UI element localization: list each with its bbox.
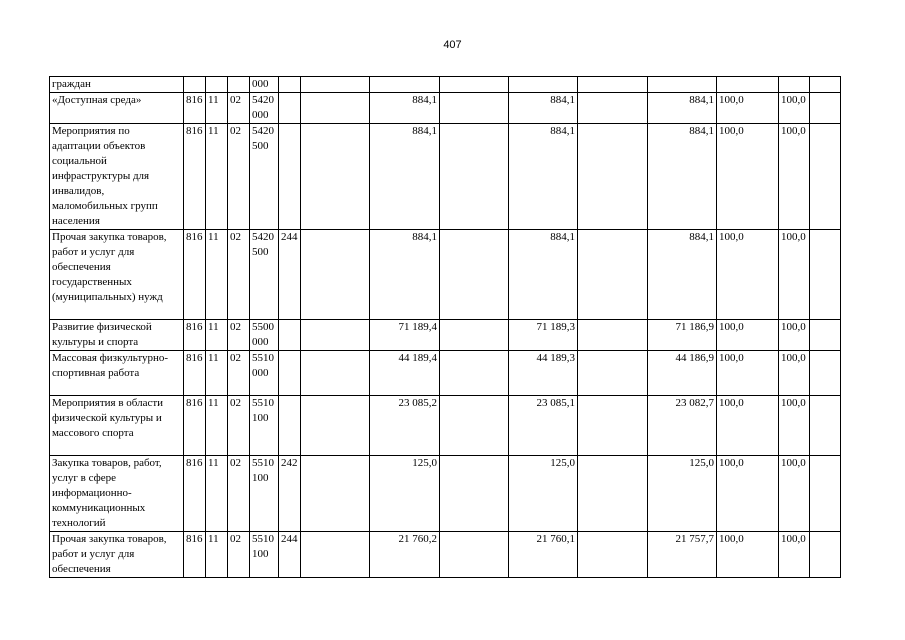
row-name-cell: Мероприятия в области физической культуры и массового спорта (50, 396, 184, 456)
target-article-code-cell: 000 (250, 77, 279, 93)
execution-percent-cell: 100,0 (717, 532, 779, 578)
empty-cell (578, 532, 648, 578)
section-code-cell: 11 (206, 532, 228, 578)
subsection-code-cell: 02 (228, 456, 250, 532)
empty-cell (301, 456, 370, 532)
expense-type-code-cell (279, 396, 301, 456)
executed-amount-cell: 23 082,7 (648, 396, 717, 456)
row-name-cell: Массовая физкультурно-спортивная работа (50, 351, 184, 396)
executed-amount-cell: 71 186,9 (648, 320, 717, 351)
planned-amount-cell: 884,1 (370, 124, 440, 230)
planned-amount-cell: 44 189,4 (370, 351, 440, 396)
subsection-code-cell: 02 (228, 230, 250, 320)
empty-cell (301, 93, 370, 124)
ministry-code-cell: 816 (184, 124, 206, 230)
execution-percent-cell: 100,0 (717, 396, 779, 456)
executed-amount-cell: 884,1 (648, 93, 717, 124)
table-body (50, 77, 841, 578)
subsection-code-cell: 02 (228, 351, 250, 396)
section-code-cell: 11 (206, 396, 228, 456)
table-row (50, 124, 841, 230)
subsection-code-cell: 02 (228, 124, 250, 230)
row-name-cell: Развитие физической культуры и спорта (50, 320, 184, 351)
row-name-cell: Закупка товаров, работ, услуг в сфере информационно-коммуникационных технологий (50, 456, 184, 532)
table-row (50, 456, 841, 532)
expense-type-code-cell (279, 93, 301, 124)
empty-cell (578, 124, 648, 230)
empty-cell (810, 396, 841, 456)
execution-percent-cell: 100,0 (717, 93, 779, 124)
ministry-code-cell: 816 (184, 230, 206, 320)
target-article-code-cell: 5420 000 (250, 93, 279, 124)
empty-cell (440, 77, 509, 93)
approved-amount-cell: 44 189,3 (509, 351, 578, 396)
planned-amount-cell: 71 189,4 (370, 320, 440, 351)
empty-cell (440, 456, 509, 532)
empty-cell (810, 230, 841, 320)
expense-type-code-cell (279, 320, 301, 351)
empty-cell (440, 532, 509, 578)
empty-cell (810, 77, 841, 93)
table-row (50, 77, 841, 93)
approved-amount-cell: 884,1 (509, 124, 578, 230)
table-row (50, 320, 841, 351)
execution-percent-alt-cell: 100,0 (779, 124, 810, 230)
ministry-code-cell: 816 (184, 456, 206, 532)
executed-amount-cell: 44 186,9 (648, 351, 717, 396)
subsection-code-cell: 02 (228, 396, 250, 456)
target-article-code-cell: 5420 500 (250, 230, 279, 320)
table-row (50, 351, 841, 396)
expense-type-code-cell (279, 124, 301, 230)
planned-amount-cell: 21 760,2 (370, 532, 440, 578)
empty-cell (810, 124, 841, 230)
execution-percent-cell: 100,0 (717, 230, 779, 320)
ministry-code-cell (184, 77, 206, 93)
expense-type-code-cell: 244 (279, 230, 301, 320)
empty-cell (578, 396, 648, 456)
execution-percent-cell: 100,0 (717, 320, 779, 351)
executed-amount-cell: 884,1 (648, 124, 717, 230)
empty-cell (810, 320, 841, 351)
empty-cell (301, 77, 370, 93)
ministry-code-cell: 816 (184, 532, 206, 578)
section-code-cell: 11 (206, 351, 228, 396)
section-code-cell: 11 (206, 230, 228, 320)
execution-percent-alt-cell: 100,0 (779, 351, 810, 396)
executed-amount-cell: 125,0 (648, 456, 717, 532)
empty-cell (440, 396, 509, 456)
budget-table (49, 76, 841, 578)
target-article-code-cell: 5420 500 (250, 124, 279, 230)
expense-type-code-cell (279, 351, 301, 396)
planned-amount-cell: 23 085,2 (370, 396, 440, 456)
execution-percent-alt-cell: 100,0 (779, 320, 810, 351)
execution-percent-cell: 100,0 (717, 351, 779, 396)
empty-cell (578, 456, 648, 532)
empty-cell (578, 93, 648, 124)
approved-amount-cell: 125,0 (509, 456, 578, 532)
ministry-code-cell: 816 (184, 351, 206, 396)
row-name-cell: Прочая закупка товаров, работ и услуг для обеспечения государственных (муниципальных) нужд (50, 230, 184, 320)
empty-cell (440, 93, 509, 124)
execution-percent-cell: 100,0 (717, 124, 779, 230)
approved-amount-cell (509, 77, 578, 93)
executed-amount-cell (648, 77, 717, 93)
execution-percent-alt-cell: 100,0 (779, 532, 810, 578)
planned-amount-cell (370, 77, 440, 93)
ministry-code-cell: 816 (184, 93, 206, 124)
empty-cell (578, 351, 648, 396)
empty-cell (301, 320, 370, 351)
empty-cell (810, 351, 841, 396)
empty-cell (578, 320, 648, 351)
planned-amount-cell: 884,1 (370, 93, 440, 124)
empty-cell (301, 230, 370, 320)
approved-amount-cell: 71 189,3 (509, 320, 578, 351)
subsection-code-cell: 02 (228, 93, 250, 124)
empty-cell (810, 532, 841, 578)
ministry-code-cell: 816 (184, 396, 206, 456)
execution-percent-alt-cell: 100,0 (779, 456, 810, 532)
target-article-code-cell: 5510 100 (250, 532, 279, 578)
expense-type-code-cell: 242 (279, 456, 301, 532)
empty-cell (301, 351, 370, 396)
section-code-cell: 11 (206, 456, 228, 532)
row-name-cell: граждан (50, 77, 184, 93)
execution-percent-alt-cell: 100,0 (779, 230, 810, 320)
subsection-code-cell: 02 (228, 320, 250, 351)
execution-percent-cell: 100,0 (717, 456, 779, 532)
executed-amount-cell: 884,1 (648, 230, 717, 320)
approved-amount-cell: 21 760,1 (509, 532, 578, 578)
empty-cell (810, 456, 841, 532)
section-code-cell: 11 (206, 124, 228, 230)
row-name-cell: Мероприятия по адаптации объектов социальной инфраструктуры для инвалидов, маломобильных групп населения (50, 124, 184, 230)
row-name-cell: Прочая закупка товаров, работ и услуг для обеспечения (50, 532, 184, 578)
target-article-code-cell: 5500 000 (250, 320, 279, 351)
empty-cell (301, 396, 370, 456)
execution-percent-alt-cell: 100,0 (779, 396, 810, 456)
page-number: 407 (443, 39, 462, 51)
table-row (50, 532, 841, 578)
planned-amount-cell: 884,1 (370, 230, 440, 320)
empty-cell (440, 351, 509, 396)
expense-type-code-cell (279, 77, 301, 93)
planned-amount-cell: 125,0 (370, 456, 440, 532)
section-code-cell (206, 77, 228, 93)
target-article-code-cell: 5510 100 (250, 456, 279, 532)
table-row (50, 230, 841, 320)
empty-cell (301, 532, 370, 578)
empty-cell (810, 93, 841, 124)
approved-amount-cell: 884,1 (509, 230, 578, 320)
approved-amount-cell: 23 085,1 (509, 396, 578, 456)
empty-cell (578, 230, 648, 320)
execution-percent-alt-cell (779, 77, 810, 93)
execution-percent-alt-cell: 100,0 (779, 93, 810, 124)
target-article-code-cell: 5510 100 (250, 396, 279, 456)
table-row (50, 396, 841, 456)
empty-cell (440, 230, 509, 320)
section-code-cell: 11 (206, 320, 228, 351)
empty-cell (440, 124, 509, 230)
empty-cell (578, 77, 648, 93)
subsection-code-cell: 02 (228, 532, 250, 578)
ministry-code-cell: 816 (184, 320, 206, 351)
section-code-cell: 11 (206, 93, 228, 124)
empty-cell (440, 320, 509, 351)
empty-cell (301, 124, 370, 230)
expense-type-code-cell: 244 (279, 532, 301, 578)
approved-amount-cell: 884,1 (509, 93, 578, 124)
target-article-code-cell: 5510 000 (250, 351, 279, 396)
row-name-cell: «Доступная среда» (50, 93, 184, 124)
executed-amount-cell: 21 757,7 (648, 532, 717, 578)
table-row (50, 93, 841, 124)
execution-percent-cell (717, 77, 779, 93)
subsection-code-cell (228, 77, 250, 93)
